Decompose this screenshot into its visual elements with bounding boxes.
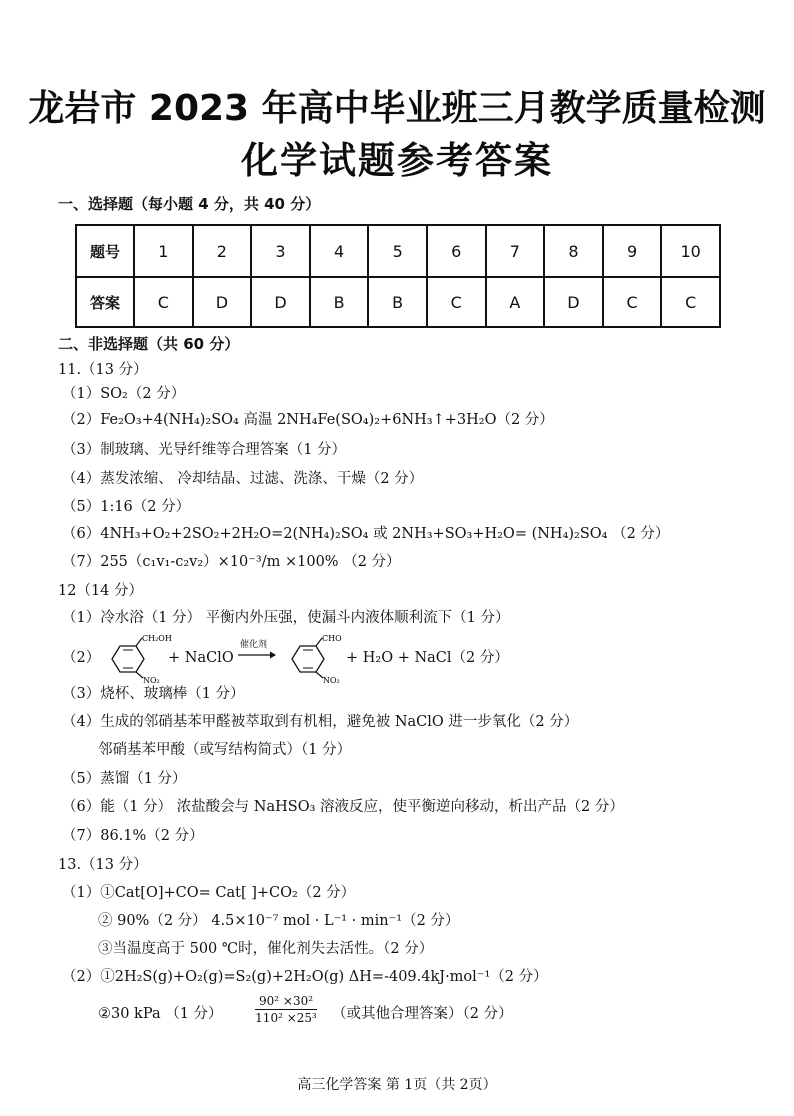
page-footer: 高三化学答案 第 1页（共 2页） [297,1077,497,1093]
q11-answer-5: （5）1:16（2 分） [62,499,191,515]
reactant-structure [98,632,172,685]
exam-subtitle: 化学试题参考答案 [241,139,553,182]
reactant-ch2oh-label: CH₂OH [142,634,172,643]
q11-answer-7: （7）255（c₁v₁-c₂v₂）×10⁻³/m ×100% （2 分） [62,554,401,570]
row-header-answer: 答案 [76,277,134,327]
catalyst-label: 催化剂 [240,640,268,650]
section-1-heading: 一、选择题（每小题 4 分，共 40 分） [58,195,321,213]
table-cell-answer: A [486,277,545,327]
exam-title: 龙岩市 2023 年高中毕业班三月教学质量检测 [28,88,766,129]
q12-answer-5: （5）蒸馏（1 分） [62,771,187,787]
table-cell-answer: C [603,277,662,327]
q12-answer-3: （3）烧杯、玻璃棒（1 分） [62,686,245,702]
q11-answer-2: （2）Fe₂O₃+4(NH₄)₂SO₄ 高温 2NH₄Fe(SO₄)₂+6NH₃↑+3H₂O（2 分） [62,412,554,428]
q12-answer-7: （7）86.1%（2 分） [62,828,204,844]
table-cell-answer: C [134,277,193,327]
table-cell-number: 8 [544,225,603,277]
q12-answer-1: （1）冷水浴（1 分） 平衡内外压强，使漏斗内液体顺利流下（1 分） [62,610,510,626]
table-cell-answer: D [193,277,252,327]
q12-title: 12（14 分） [58,583,144,599]
table-cell-answer: C [427,277,486,327]
q11-answer-6: （6）4NH₃+O₂+2SO₂+2H₂O=2(NH₄)₂SO₄ 或 2NH₃+SO₃+H₂O= (NH₄)₂SO₄ （2 分） [62,526,670,542]
table-cell-answer: C [661,277,720,327]
table-cell-answer: D [544,277,603,327]
q13-answer-2b-suffix: （或其他合理答案）（2 分） [332,1006,513,1022]
product-structure [278,632,348,684]
q13-answer-2: （2）①2H₂S(g)+O₂(g)=S₂(g)+2H₂O(g) ΔH=-409.4kJ·mol⁻¹（2 分） [62,969,548,985]
q12-answer-4: （4）生成的邻硝基苯甲醛被萃取到有机相，避免被 NaClO 进一步氧化（2 分） [62,714,579,730]
table-row-answers [76,277,720,327]
table-cell-number: 10 [661,225,720,277]
product-no2-label: NO₂ [323,676,340,685]
q12-answer-6: （6）能（1 分） 浓盐酸会与 NaHSO₃ 溶液反应，使平衡逆向移动，析出产品（2 分） [62,799,624,815]
table-cell-answer: D [251,277,310,327]
q11-answer-4: （4）蒸发浓缩、 冷却结晶、过滤、洗涤、干燥（2 分） [62,471,424,487]
q11-answer-3: （3）制玻璃、光导纤维等合理答案（1 分） [62,442,347,458]
q11-answer-1: （1）SO₂（2 分） [62,386,186,402]
reactant-no2-label: NO₂ [143,676,160,685]
q13-answer-1b: ② 90%（2 分） 4.5×10⁻⁷ mol · L⁻¹ · min⁻¹（2 分） [98,913,460,929]
table-cell-number: 3 [251,225,310,277]
table-cell-number: 7 [486,225,545,277]
q13-answer-1c: ③当温度高于 500 ℃时，催化剂失去活性。（2 分） [98,941,434,957]
kp-fraction-numerator: 90² ×30² [255,994,317,1010]
section-2-heading: 二、非选择题（共 60 分） [58,335,240,353]
kp-fraction-denominator: 110² ×25³ [255,1011,317,1025]
table-cell-number: 6 [427,225,486,277]
q12-answer-2-prefix: （2） [62,650,101,666]
q12-answer-4b: 邻硝基苯甲酸（或写结构简式）（1 分） [98,742,352,758]
q12-answer-2-suffix: + H₂O + NaCl（2 分） [346,650,509,666]
table-cell-number: 2 [193,225,252,277]
table-cell-number: 5 [368,225,427,277]
q11-title: 11.（13 分） [58,362,148,378]
table-cell-number: 1 [134,225,193,277]
plus-naclo: + NaClO [168,650,234,666]
kp-fraction [255,994,317,1025]
row-header-number: 题号 [76,225,134,277]
table-row-numbers [76,225,720,277]
answer-table [75,224,721,328]
table-cell-number: 4 [310,225,369,277]
q13-answer-1: （1）①Cat[O]+CO= Cat[ ]+CO₂（2 分） [62,885,356,901]
q13-answer-2b-prefix: ②30 kPa （1 分） [98,1006,223,1022]
table-cell-answer: B [368,277,427,327]
reaction-arrow [236,650,276,660]
product-cho-label: CHO [322,634,342,643]
table-cell-number: 9 [603,225,662,277]
q13-title: 13.（13 分） [58,857,148,873]
table-cell-answer: B [310,277,369,327]
